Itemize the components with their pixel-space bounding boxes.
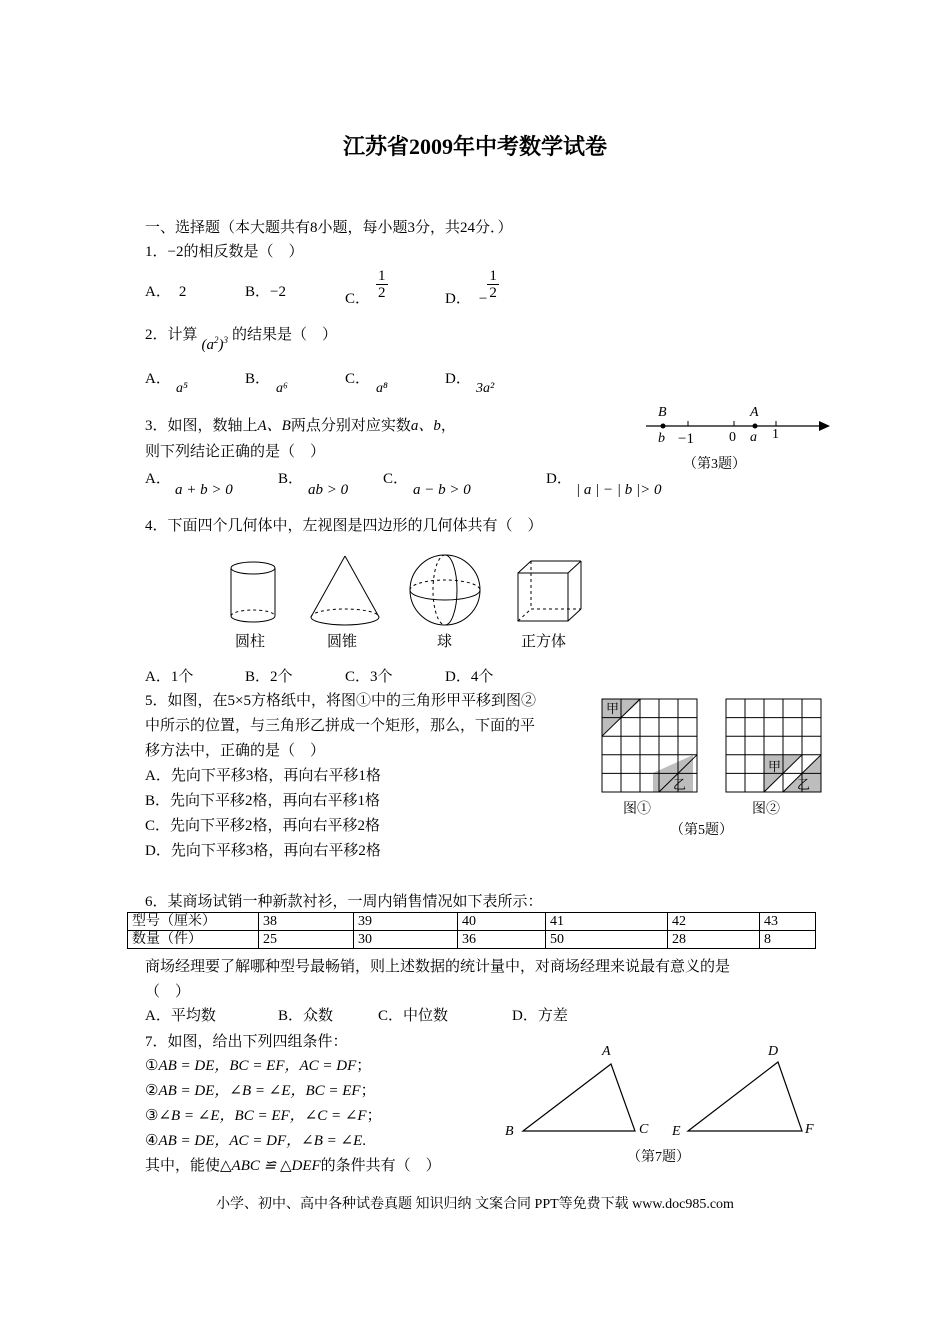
q4-solids-figure [215, 553, 595, 655]
q2-prefix: 2．计算 [145, 327, 198, 343]
q5-stem-line2: 中所示的位置，与三角形乙拼成一个矩形，那么，下面的平 [145, 718, 536, 734]
q3-caption: （第3题） [683, 457, 746, 472]
q7-caption: （第7题） [627, 1150, 690, 1165]
cond-math: ∠B = ∠E，BC = EF，∠C = ∠F [158, 1108, 367, 1124]
q2-option-c [345, 370, 370, 388]
q1-a-value: 2 [178, 284, 187, 300]
q2-d-label: D． [445, 371, 471, 387]
jia-label-fig2: 甲 [768, 759, 782, 774]
cond-end: ； [366, 1108, 382, 1124]
table-cell: 8 [760, 931, 816, 949]
page-footer: 小学、初中、高中各种试卷真题 知识归纳 文案合同 PPT等免费下载 www.doc985.com [216, 1197, 734, 1212]
cond-num: ③ [145, 1108, 159, 1124]
q1-math: −2 [167, 244, 184, 260]
label-0: 0 [729, 430, 736, 445]
label-B: B [505, 1124, 514, 1139]
q1-c-fraction [376, 268, 388, 301]
table-row [128, 931, 816, 949]
q5-grid-figures [598, 695, 830, 840]
label-E: E [672, 1124, 681, 1139]
q2-option-d [445, 370, 471, 388]
cube-shape [518, 561, 581, 621]
q1-c-den: 2 [378, 285, 386, 301]
table-row [128, 913, 816, 931]
q2-c-label: C． [345, 371, 371, 387]
label-1: 1 [772, 427, 779, 442]
q3-b-value: ab > 0 [308, 482, 349, 498]
cond-math: AB = DE，AC = DF，∠B = ∠E [158, 1133, 363, 1149]
table-cell: 型号（厘米） [128, 913, 259, 931]
q6-option-a: A．平均数 [145, 1008, 216, 1024]
q5-stem-line1 [145, 692, 536, 710]
q1-d-sign: − [478, 290, 488, 307]
q3-c-value: a − b > 0 [413, 482, 471, 498]
page-title: 江苏省2009年中考数学试卷 [342, 134, 607, 159]
grid-figure-2 [726, 699, 821, 792]
point-b [661, 424, 666, 429]
q2-expression: $(a^2)^3$ [201, 335, 229, 353]
cond-math: AB = DE，∠B = ∠E，BC = EF [158, 1083, 361, 1099]
fig2-caption: 图② [752, 802, 780, 817]
q2-a-value: a⁵ [176, 381, 188, 396]
q7-condition-1 [145, 1057, 371, 1075]
q3-math-ab: A、B [257, 418, 291, 434]
q2-b-label: B． [245, 371, 271, 387]
q5-option-c: C．先向下平移2格，再向右平移2格 [145, 818, 381, 834]
q3-b-label: B． [278, 471, 304, 487]
q1-a-label: A． [145, 284, 171, 300]
table-cell: 30 [354, 931, 458, 949]
table-cell: 38 [259, 913, 354, 931]
q1-option-a [145, 283, 186, 301]
q3-number-line-figure [640, 400, 840, 475]
q5-option-d: D．先向下平移3格，再向右平移2格 [145, 843, 381, 859]
cylinder-shape [231, 562, 275, 622]
q4-stem: 4．下面四个几何体中，左视图是四边形的几何体共有（ ） [145, 518, 543, 534]
table-cell: 43 [760, 913, 816, 931]
number-line-arrow [819, 421, 830, 431]
table-cell: 40 [458, 913, 546, 931]
q1-suffix: 的相反数是（ ） [183, 244, 304, 260]
q3-a-value: a + b > 0 [175, 482, 233, 498]
grid-figure-1 [602, 699, 697, 792]
q7-condition-2 [145, 1082, 376, 1100]
q5-stem-line3: 移方法中，正确的是（ ） [145, 743, 326, 759]
cone-shape [311, 556, 379, 625]
q7-last-b: 的条件共有（ ） [320, 1158, 441, 1174]
jia-label-fig1: 甲 [606, 701, 620, 716]
q2-option-a [145, 370, 171, 388]
cond-num: ② [145, 1083, 159, 1099]
fig1-caption: 图① [623, 802, 651, 817]
label-D: D [768, 1044, 779, 1059]
yi-label-fig2: 乙 [797, 777, 811, 792]
q5-text-b: 方格纸中，将图①中的三角形甲平移到图② [250, 693, 536, 709]
q1-b-value: −2 [270, 284, 286, 300]
cond-num: ① [145, 1058, 159, 1074]
cond-num: ④ [145, 1133, 159, 1149]
q7-condition-4 [145, 1132, 366, 1150]
q4-option-a: A．1个 [145, 669, 194, 685]
q1-option-c [345, 268, 388, 307]
q1-num: 1． [145, 244, 168, 260]
q4-option-c: C．3个 [345, 669, 393, 685]
cond-end: . [362, 1133, 367, 1149]
q6-question-line2: （ ） [145, 984, 191, 1000]
label-C: C [639, 1122, 649, 1137]
q2-d-value: 3a² [476, 381, 495, 396]
q1-d-den: 2 [489, 285, 497, 301]
q2-b-value: a⁶ [276, 381, 288, 396]
q5-text-a: 5．如图，在 [145, 693, 228, 709]
table-cell: 50 [546, 931, 668, 949]
q5-math: 5×5 [227, 693, 251, 709]
label-cylinder: 圆柱 [235, 634, 266, 650]
q3-math-real: a、b [410, 418, 441, 434]
q3-stem-line1 [145, 417, 456, 435]
cond-end: ； [360, 1083, 376, 1099]
q6-option-c: C．中位数 [378, 1008, 449, 1024]
q3-a-label: A． [145, 471, 171, 487]
q3-d-label: D． [546, 471, 572, 487]
q3-c-label: C． [383, 471, 409, 487]
q1-d-fraction [487, 268, 499, 301]
q4-option-d: D．4个 [445, 669, 494, 685]
q2-c-value: a⁸ [376, 381, 388, 396]
q7-last-math: △ABC ≌ △DEF [220, 1158, 321, 1174]
table-cell: 数量（件） [128, 931, 259, 949]
q2-suffix: 的结果是（ ） [232, 327, 338, 343]
table-cell: 42 [668, 913, 760, 931]
q6-question-line1: 商场经理要了解哪种型号最畅销，则上述数据的统计量中，对商场经理来说最有意义的是 [145, 959, 731, 975]
q7-stem: 7．如图，给出下列四组条件： [145, 1034, 348, 1050]
q6-option-d: D．方差 [512, 1008, 568, 1024]
label-minus-1: −1 [678, 431, 694, 447]
q2-stem [145, 321, 338, 353]
q1-option-b [245, 283, 286, 301]
table-cell: 41 [546, 913, 668, 931]
q1-c-label: C． [345, 290, 371, 307]
q3-d-value: | a | − | b |> 0 [576, 482, 662, 498]
label-a: a [750, 430, 757, 445]
label-b: b [658, 431, 665, 446]
label-A: A [750, 405, 759, 420]
label-cone: 圆锥 [327, 634, 358, 650]
q1-b-label: B． [245, 284, 271, 300]
sphere-shape [410, 555, 480, 625]
q7-last-line [145, 1157, 441, 1175]
yi-label-fig1: 乙 [673, 777, 687, 792]
q6-sales-table [127, 912, 816, 949]
q7-triangles-figure [495, 1038, 825, 1173]
q7-condition-3 [145, 1107, 382, 1125]
section-heading: 一、选择题（本大题共有8小题，每小题3分，共24分．） [145, 220, 513, 236]
cond-math: AB = DE，BC = EF，AC = DF [158, 1058, 357, 1074]
q1-option-d [445, 268, 499, 307]
q5-option-a: A．先向下平移3格，再向右平移1格 [145, 768, 381, 784]
q3-stem-line2: 则下列结论正确的是（ ） [145, 444, 326, 460]
q1-d-num: 1 [489, 268, 497, 284]
q2-a-label: A． [145, 371, 171, 387]
table-cell: 25 [259, 931, 354, 949]
q7-last-a: 其中，能使 [145, 1158, 221, 1174]
q1-d-label: D． [445, 290, 471, 307]
q3-text-a: 3．如图，数轴上 [145, 418, 258, 434]
q5-option-b: B．先向下平移2格，再向右平移1格 [145, 793, 381, 809]
q4-option-b: B．2个 [245, 669, 293, 685]
label-B: B [658, 405, 667, 420]
point-a [753, 424, 758, 429]
table-cell: 36 [458, 931, 546, 949]
q2-option-b [245, 370, 270, 388]
q3-text-c: ， [440, 418, 456, 434]
label-F: F [805, 1122, 814, 1137]
table-cell: 28 [668, 931, 760, 949]
q1-stem [145, 243, 304, 261]
cond-end: ； [356, 1058, 372, 1074]
label-A: A [602, 1044, 611, 1059]
triangle-abc [523, 1064, 635, 1131]
triangle-def [688, 1062, 802, 1131]
table-cell: 39 [354, 913, 458, 931]
q5-caption: （第5题） [670, 823, 733, 838]
q6-option-b: B．众数 [278, 1008, 334, 1024]
q1-c-num: 1 [378, 268, 386, 284]
q6-stem: 6．某商场试销一种新款衬衫，一周内销售情况如下表所示： [145, 894, 543, 910]
label-sphere: 球 [437, 634, 453, 650]
label-cube: 正方体 [521, 634, 567, 650]
q3-text-b: 两点分别对应实数 [290, 418, 411, 434]
